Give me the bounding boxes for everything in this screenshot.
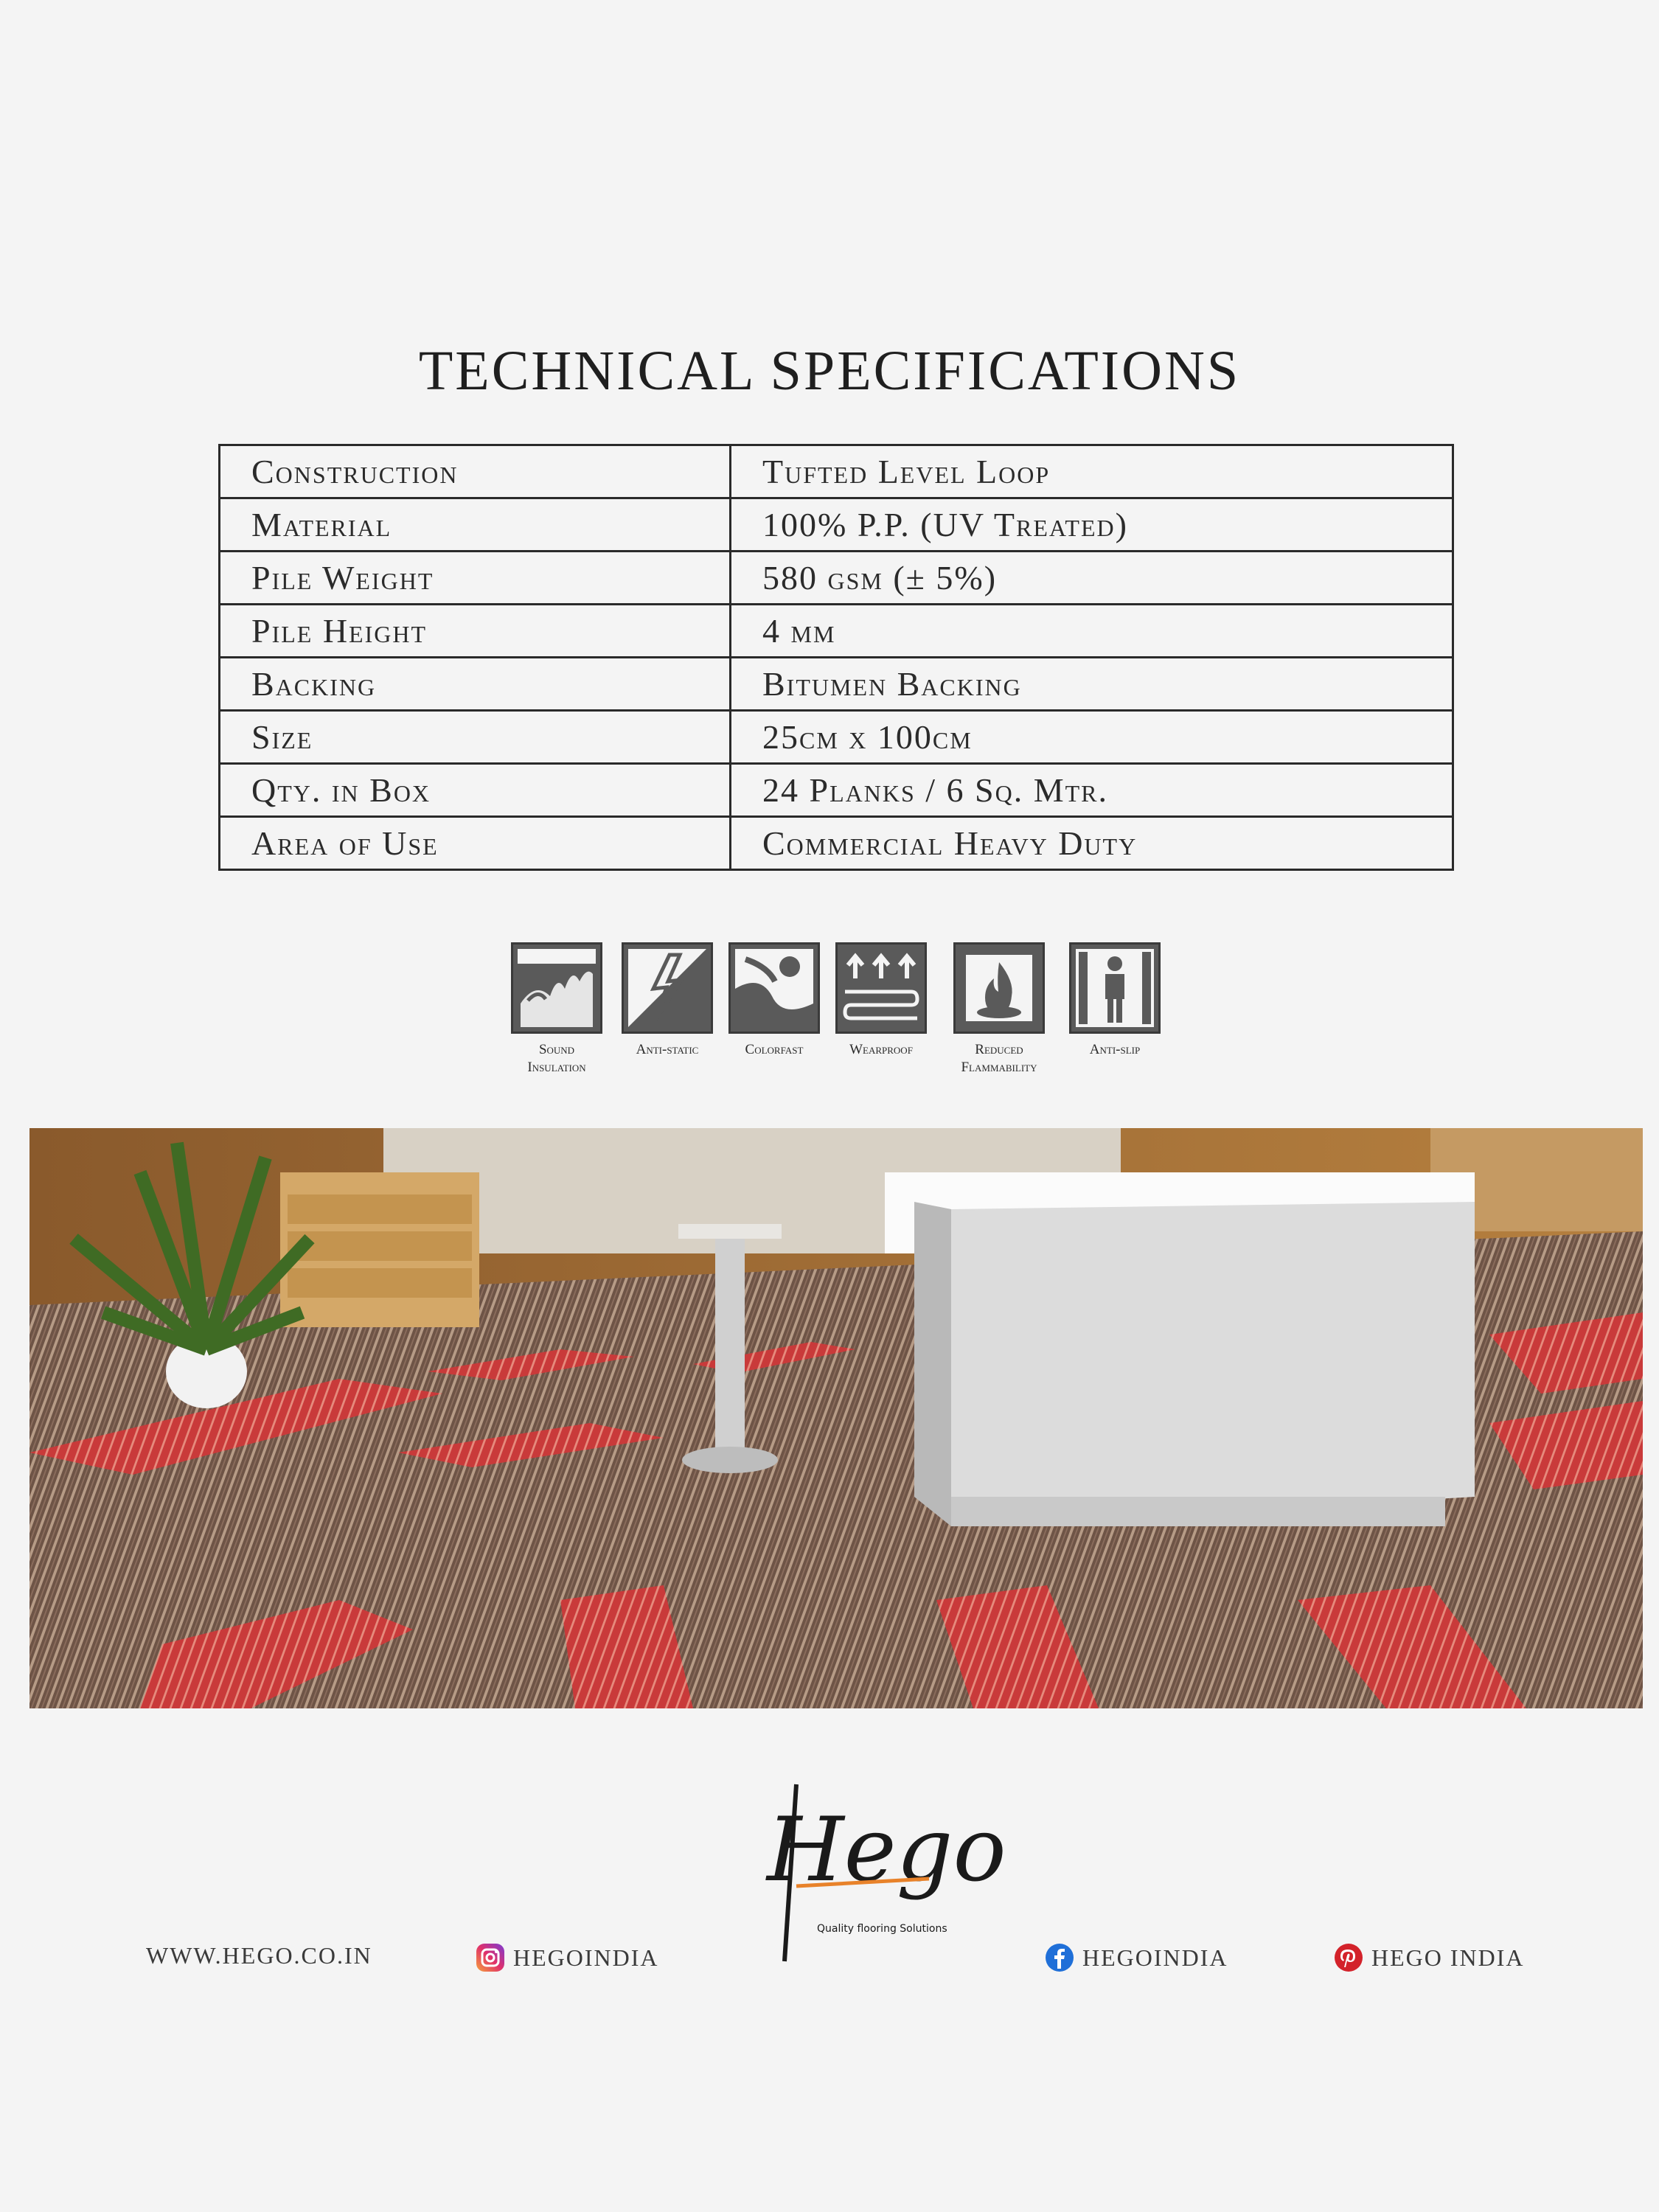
spec-label: Backing bbox=[220, 658, 731, 711]
feature-caption: Colorfast bbox=[745, 1042, 804, 1057]
logo-wordmark: Hego bbox=[767, 1799, 1006, 1902]
colorfast-icon bbox=[728, 942, 820, 1034]
feature-anti-static bbox=[612, 942, 723, 1059]
table-row bbox=[220, 764, 1453, 817]
feature-wearproof bbox=[826, 942, 936, 1059]
spec-label: Size bbox=[220, 711, 731, 764]
feature-colorfast bbox=[719, 942, 830, 1059]
spec-value: 100% P.P. (UV Treated) bbox=[731, 498, 1453, 552]
feature-sound-insulation bbox=[501, 942, 612, 1077]
table-row bbox=[220, 445, 1453, 498]
pinterest-text: HEGO INDIA bbox=[1371, 1944, 1525, 1971]
spec-value: Bitumen Backing bbox=[731, 658, 1453, 711]
pinterest-link[interactable] bbox=[1333, 1942, 1525, 1973]
spec-value: 580 gsm (± 5%) bbox=[731, 552, 1453, 605]
spec-label: Area of Use bbox=[220, 817, 731, 870]
spec-label: Qty. in Box bbox=[220, 764, 731, 817]
spec-value: Commercial Heavy Duty bbox=[731, 817, 1453, 870]
feature-caption: Insulation bbox=[527, 1060, 586, 1075]
table-row bbox=[220, 498, 1453, 552]
instagram-text: HEGOINDIA bbox=[513, 1944, 659, 1971]
website-link[interactable] bbox=[146, 1942, 372, 1969]
spec-table bbox=[218, 444, 1454, 871]
spec-value: 24 Planks / 6 Sq. Mtr. bbox=[731, 764, 1453, 817]
table-row bbox=[220, 658, 1453, 711]
spec-label: Pile Height bbox=[220, 605, 731, 658]
table-row bbox=[220, 605, 1453, 658]
facebook-icon bbox=[1044, 1942, 1075, 1973]
anti-slip-icon bbox=[1069, 942, 1161, 1034]
table-row bbox=[220, 552, 1453, 605]
sound-insulation-icon bbox=[511, 942, 602, 1034]
feature-reduced-flammability bbox=[944, 942, 1054, 1077]
reduced-flammability-icon bbox=[953, 942, 1045, 1034]
feature-caption: Anti-slip bbox=[1089, 1042, 1141, 1057]
table-row bbox=[220, 711, 1453, 764]
table-row bbox=[220, 817, 1453, 870]
website-text: WWW.HEGO.CO.IN bbox=[146, 1942, 372, 1969]
wearproof-icon bbox=[835, 942, 927, 1034]
spec-label: Material bbox=[220, 498, 731, 552]
pinterest-icon bbox=[1333, 1942, 1364, 1973]
feature-caption: Flammability bbox=[961, 1060, 1037, 1075]
facebook-link[interactable] bbox=[1044, 1942, 1228, 1973]
room-photo bbox=[29, 1128, 1643, 1708]
feature-caption: Anti-static bbox=[636, 1042, 699, 1057]
spec-value: Tufted Level Loop bbox=[731, 445, 1453, 498]
hego-logo bbox=[752, 1755, 1006, 1976]
feature-caption: Wearproof bbox=[849, 1042, 913, 1057]
page-title: TECHNICAL SPECIFICATIONS bbox=[418, 340, 1241, 402]
spec-label: Construction bbox=[220, 445, 731, 498]
instagram-link[interactable] bbox=[475, 1942, 659, 1973]
feature-caption: Sound bbox=[538, 1042, 575, 1057]
spec-value: 25cm x 100cm bbox=[731, 711, 1453, 764]
logo-tagline: Quality flooring Solutions bbox=[817, 1923, 947, 1935]
feature-caption: Reduced bbox=[975, 1042, 1023, 1057]
facebook-text: HEGOINDIA bbox=[1082, 1944, 1228, 1971]
anti-static-icon bbox=[622, 942, 713, 1034]
instagram-icon bbox=[475, 1942, 506, 1973]
spec-value: 4 mm bbox=[731, 605, 1453, 658]
spec-label: Pile Weight bbox=[220, 552, 731, 605]
feature-anti-slip bbox=[1060, 942, 1170, 1059]
